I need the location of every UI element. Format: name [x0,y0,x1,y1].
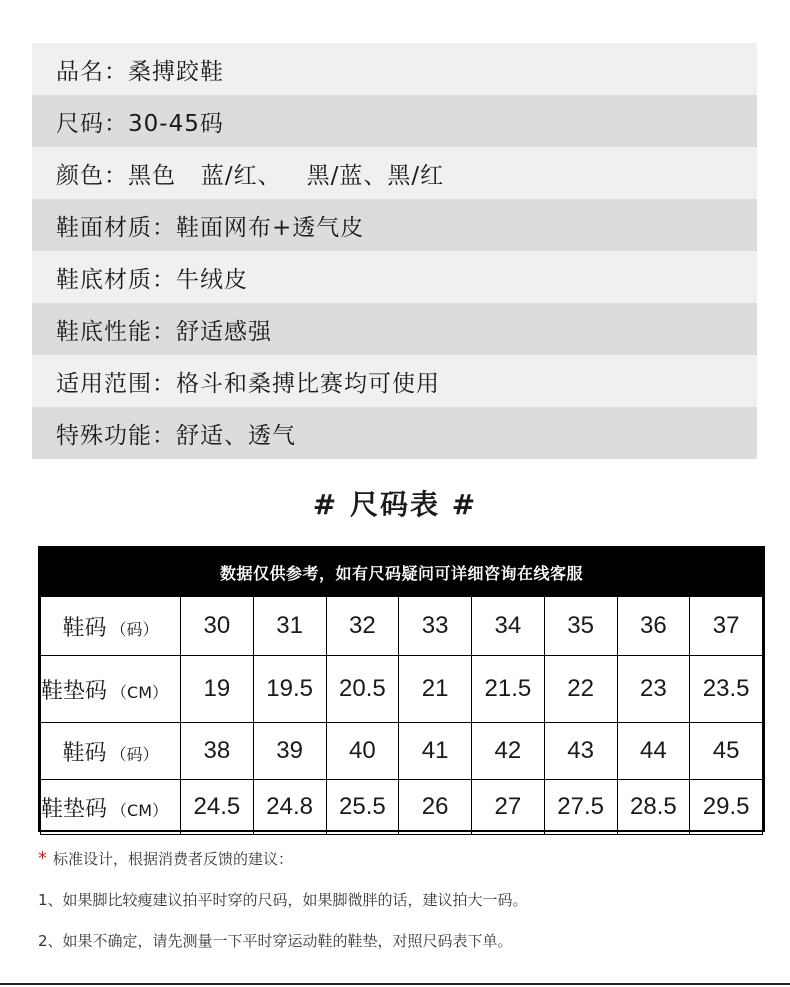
size-cell: 20.5 [326,656,399,723]
size-cell: 34 [472,597,545,656]
size-row [41,597,763,656]
row-unit-text: （码） [110,619,159,639]
row-unit-text: （CM） [111,800,168,820]
size-cell: 28.5 [617,780,690,835]
size-chart [38,546,765,832]
size-cell: 26 [399,780,472,835]
size-cell: 24.5 [181,780,254,835]
info-row-size-range: 尺码：30-45码 [32,95,757,147]
row-label-text: 鞋垫码 [41,678,108,704]
size-cell: 35 [544,597,617,656]
info-row-sole-performance: 鞋底性能：舒适感强 [32,303,757,355]
size-row [41,780,763,835]
size-cell: 42 [472,723,545,780]
size-cell: 40 [326,723,399,780]
size-row-label [41,723,181,780]
size-cell: 23.5 [690,656,763,723]
size-cell: 37 [690,597,763,656]
size-row [41,723,763,780]
size-cell: 19 [181,656,254,723]
bottom-divider [0,983,790,985]
row-label-text: 鞋码 [62,615,107,641]
size-cell: 45 [690,723,763,780]
product-info-table [32,43,757,459]
note-intro-text: 标准设计，根据消费者反馈的建议： [53,850,294,868]
row-unit-text: （CM） [111,682,168,702]
size-cell: 43 [544,723,617,780]
size-cell: 25.5 [326,780,399,835]
size-row-label [41,656,181,723]
size-cell: 44 [617,723,690,780]
info-row-colors: 颜色：黑色 蓝/红、 黑/蓝、黑/红 [32,147,757,199]
size-cell: 23 [617,656,690,723]
asterisk-icon: * [38,848,47,869]
info-row-usage: 适用范围：格斗和桑搏比赛均可使用 [32,355,757,407]
size-row-label [41,780,181,835]
note-item: 2、如果不确定，请先测量一下平时穿运动鞋的鞋垫，对照尺码表下单。 [38,932,513,950]
info-row-features: 特殊功能：舒适、透气 [32,407,757,459]
size-cell: 39 [253,723,326,780]
size-cell: 24.8 [253,780,326,835]
size-cell: 31 [253,597,326,656]
size-notes [38,848,758,971]
size-cell: 22 [544,656,617,723]
size-cell: 21.5 [472,656,545,723]
size-cell: 41 [399,723,472,780]
size-cell: 38 [181,723,254,780]
row-unit-text: （码） [110,744,159,764]
size-cell: 21 [399,656,472,723]
info-row-upper-material: 鞋面材质：鞋面网布+透气皮 [32,199,757,251]
size-cell: 29.5 [690,780,763,835]
size-cell: 36 [617,597,690,656]
info-row-name: 品名：桑搏跤鞋 [32,43,757,95]
row-label-text: 鞋垫码 [41,796,108,822]
row-label-text: 鞋码 [62,740,107,766]
size-cell: 27.5 [544,780,617,835]
size-cell: 27 [472,780,545,835]
info-row-sole-material: 鞋底材质：牛绒皮 [32,251,757,303]
size-cell: 32 [326,597,399,656]
size-row-label [41,597,181,656]
size-chart-banner: 数据仅供参考，如有尺码疑问可详细咨询在线客服 [40,548,763,596]
size-cell: 33 [399,597,472,656]
note-item: 1、如果脚比较瘦建议拍平时穿的尺码，如果脚微胖的话，建议拍大一码。 [38,891,528,909]
size-chart-title: # 尺码表 # [312,488,478,521]
size-row [41,656,763,723]
size-cell: 19.5 [253,656,326,723]
size-table [40,596,763,835]
size-cell: 30 [181,597,254,656]
note-intro [38,848,758,889]
